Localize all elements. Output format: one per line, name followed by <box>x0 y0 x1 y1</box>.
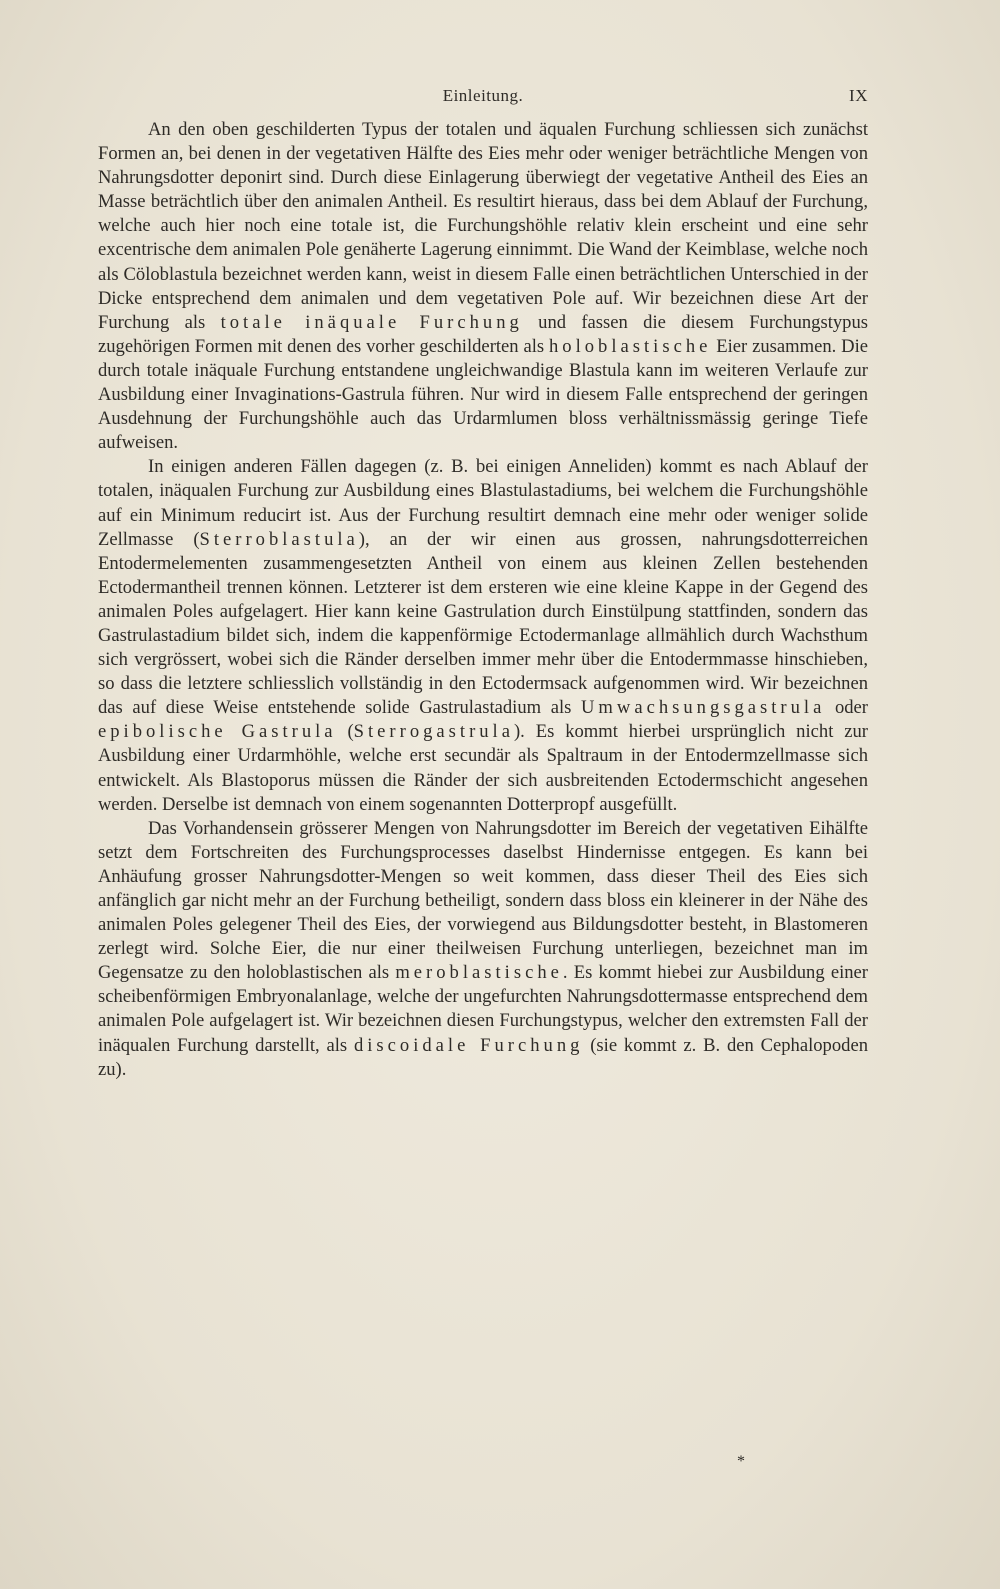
text-run: Eier zusammen. Die durch totale inäquale Furchung entstandene ungleichwandige Blastula kann im weiteren Verlaufe zur Ausbildung einer Invaginations-Gastrula führen. Nur wird in diesem Falle entsprechend der geringen Ausdehnung der Furchungshöhle auch das Urdarmlumen bloss verhältnissmässig geringe Tiefe aufweisen. <box>98 335 868 454</box>
emphasized-term: discoidale Furchung <box>353 1034 584 1056</box>
emphasized-term: Sterrogastrula <box>353 721 514 743</box>
text-run: und fassen die diesem Furchungstypus zugehörigen Formen mit denen des vorher geschilderten als <box>98 311 868 357</box>
emphasized-term: epibolische Gastrula <box>98 721 337 743</box>
body-text <box>98 118 868 1082</box>
paragraph <box>98 455 868 816</box>
paragraph <box>98 118 868 455</box>
text-run: An den oben geschilderten Typus der totalen und äqualen Furchung schliessen sich zunächst Formen an, bei denen in der vegetativen Hälfte des Eies mehr oder weniger beträchtliche Mengen von Nahrungsdotter deponirt sind. Durch diese Einlagerung überwiegt der vegetative Antheil des Eies an Masse beträchtlich über den animalen Antheil. Es resultirt hieraus, dass bei dem Ablauf der Furchung, welche auch hier noch eine totale ist, die Furchungshöhle relativ klein erscheint und eine sehr excentrische dem animalen Pole genäherte Lagerung einnimmt. Die Wand der Keimblase, welche noch als Cöloblastula bezeichnet werden kann, weist in diesem Falle einen beträchtlichen Unterschied in der Dicke entsprechend dem animalen und dem vegetativen Pole auf. Wir bezeichnen diese Art der Furchung als <box>98 119 868 333</box>
text-run: ( <box>336 721 354 743</box>
text-run: ), an der wir einen aus grossen, nahrungsdotterreichen Entodermelementen zusammengesetzten Antheil von einem aus kleinen Zellen bestehenden Ectodermantheil trennen können. Letzterer ist dem ersteren wie eine kleine Kappe in der Gegend des animalen Poles aufgelagert. Hier kann keine Gastrulation durch Einstülpung stattfinden, sondern das Gastrulastadium bildet sich, indem die kappenförmige Ectodermanlage allmählich durch Wachsthum sich vergrössert, wobei sich die Ränder derselben immer mehr über die Entodermmasse hinschieben, so dass die letztere schliesslich vollständig in den Ectodermsack aufgenommen wird. Wir bezeichnen das auf diese Weise entstehende solide Gastrulastadium als <box>98 528 868 719</box>
running-head <box>98 86 868 110</box>
emphasized-term: Sterroblastula <box>199 528 359 550</box>
signature-mark: * <box>737 1453 745 1470</box>
emphasized-term: holoblastische <box>549 335 712 357</box>
text-run: (sie kommt z. B. den Cephalopoden zu). <box>98 1034 868 1080</box>
page-number: IX <box>849 86 868 105</box>
emphasized-term: meroblastische <box>395 962 563 984</box>
emphasized-term: totale inäquale Furchung <box>220 311 523 333</box>
text-run: oder <box>825 697 868 719</box>
text-run: ). Es kommt hierbei ursprünglich nicht zur Ausbildung einer Urdarmhöhle, welche erst secundär als Spaltraum in der Entodermzellmasse sich entwickelt. Als Blastoporus müssen die Ränder der sich ausbreitenden Ectodermschicht angesehen werden. Derselbe ist demnach von einem sogenannten Dotterpropf ausgefüllt. <box>98 721 868 815</box>
text-run: Das Vorhandensein grösserer Mengen von Nahrungsdotter im Bereich der vegetativen Eihälfte setzt dem Fortschreiten des Furchungsprocesses daselbst Hindernisse entgegen. Es kann bei Anhäufung grosser Nahrungsdotter-Mengen so weit kommen, dass dieser Theil des Eies sich anfänglich gar nicht mehr an der Furchung betheiligt, sondern dass bloss ein kleinerer in der Nähe des animalen Poles gelegener Theil des Eies, der vorwiegend aus Bildungsdotter besteht, in Blastomeren zerlegt wird. Solche Eier, die nur einer theilweisen Furchung unterliegen, bezeichnet man im Gegensatze zu den holoblastischen als <box>98 817 868 984</box>
paragraph <box>98 817 868 1082</box>
emphasized-term: Umwachsungsgastrula <box>581 697 826 719</box>
running-head-title: Einleitung. <box>442 86 524 105</box>
text-run: In einigen anderen Fällen dagegen (z. B. bei einigen Anneliden) kommt es nach Ablauf der totalen, inäqualen Furchung zur Ausbildung eines Blastulastadiums, bei welchem die Furchungshöhle auf ein Minimum reducirt ist. Aus der Furchung resultirt demnach eine mehr oder weniger solide Zellmasse ( <box>98 456 868 550</box>
text-run: . Es kommt hiebei zur Ausbildung einer scheibenförmigen Embryonalanlage, welche der ungefurchten Nahrungsdottermasse entsprechend dem animalen Pole aufgelagert ist. Wir bezeichnen diesen Furchungstypus, welcher den extremsten Fall der inäqualen Furchung darstellt, als <box>98 962 868 1056</box>
